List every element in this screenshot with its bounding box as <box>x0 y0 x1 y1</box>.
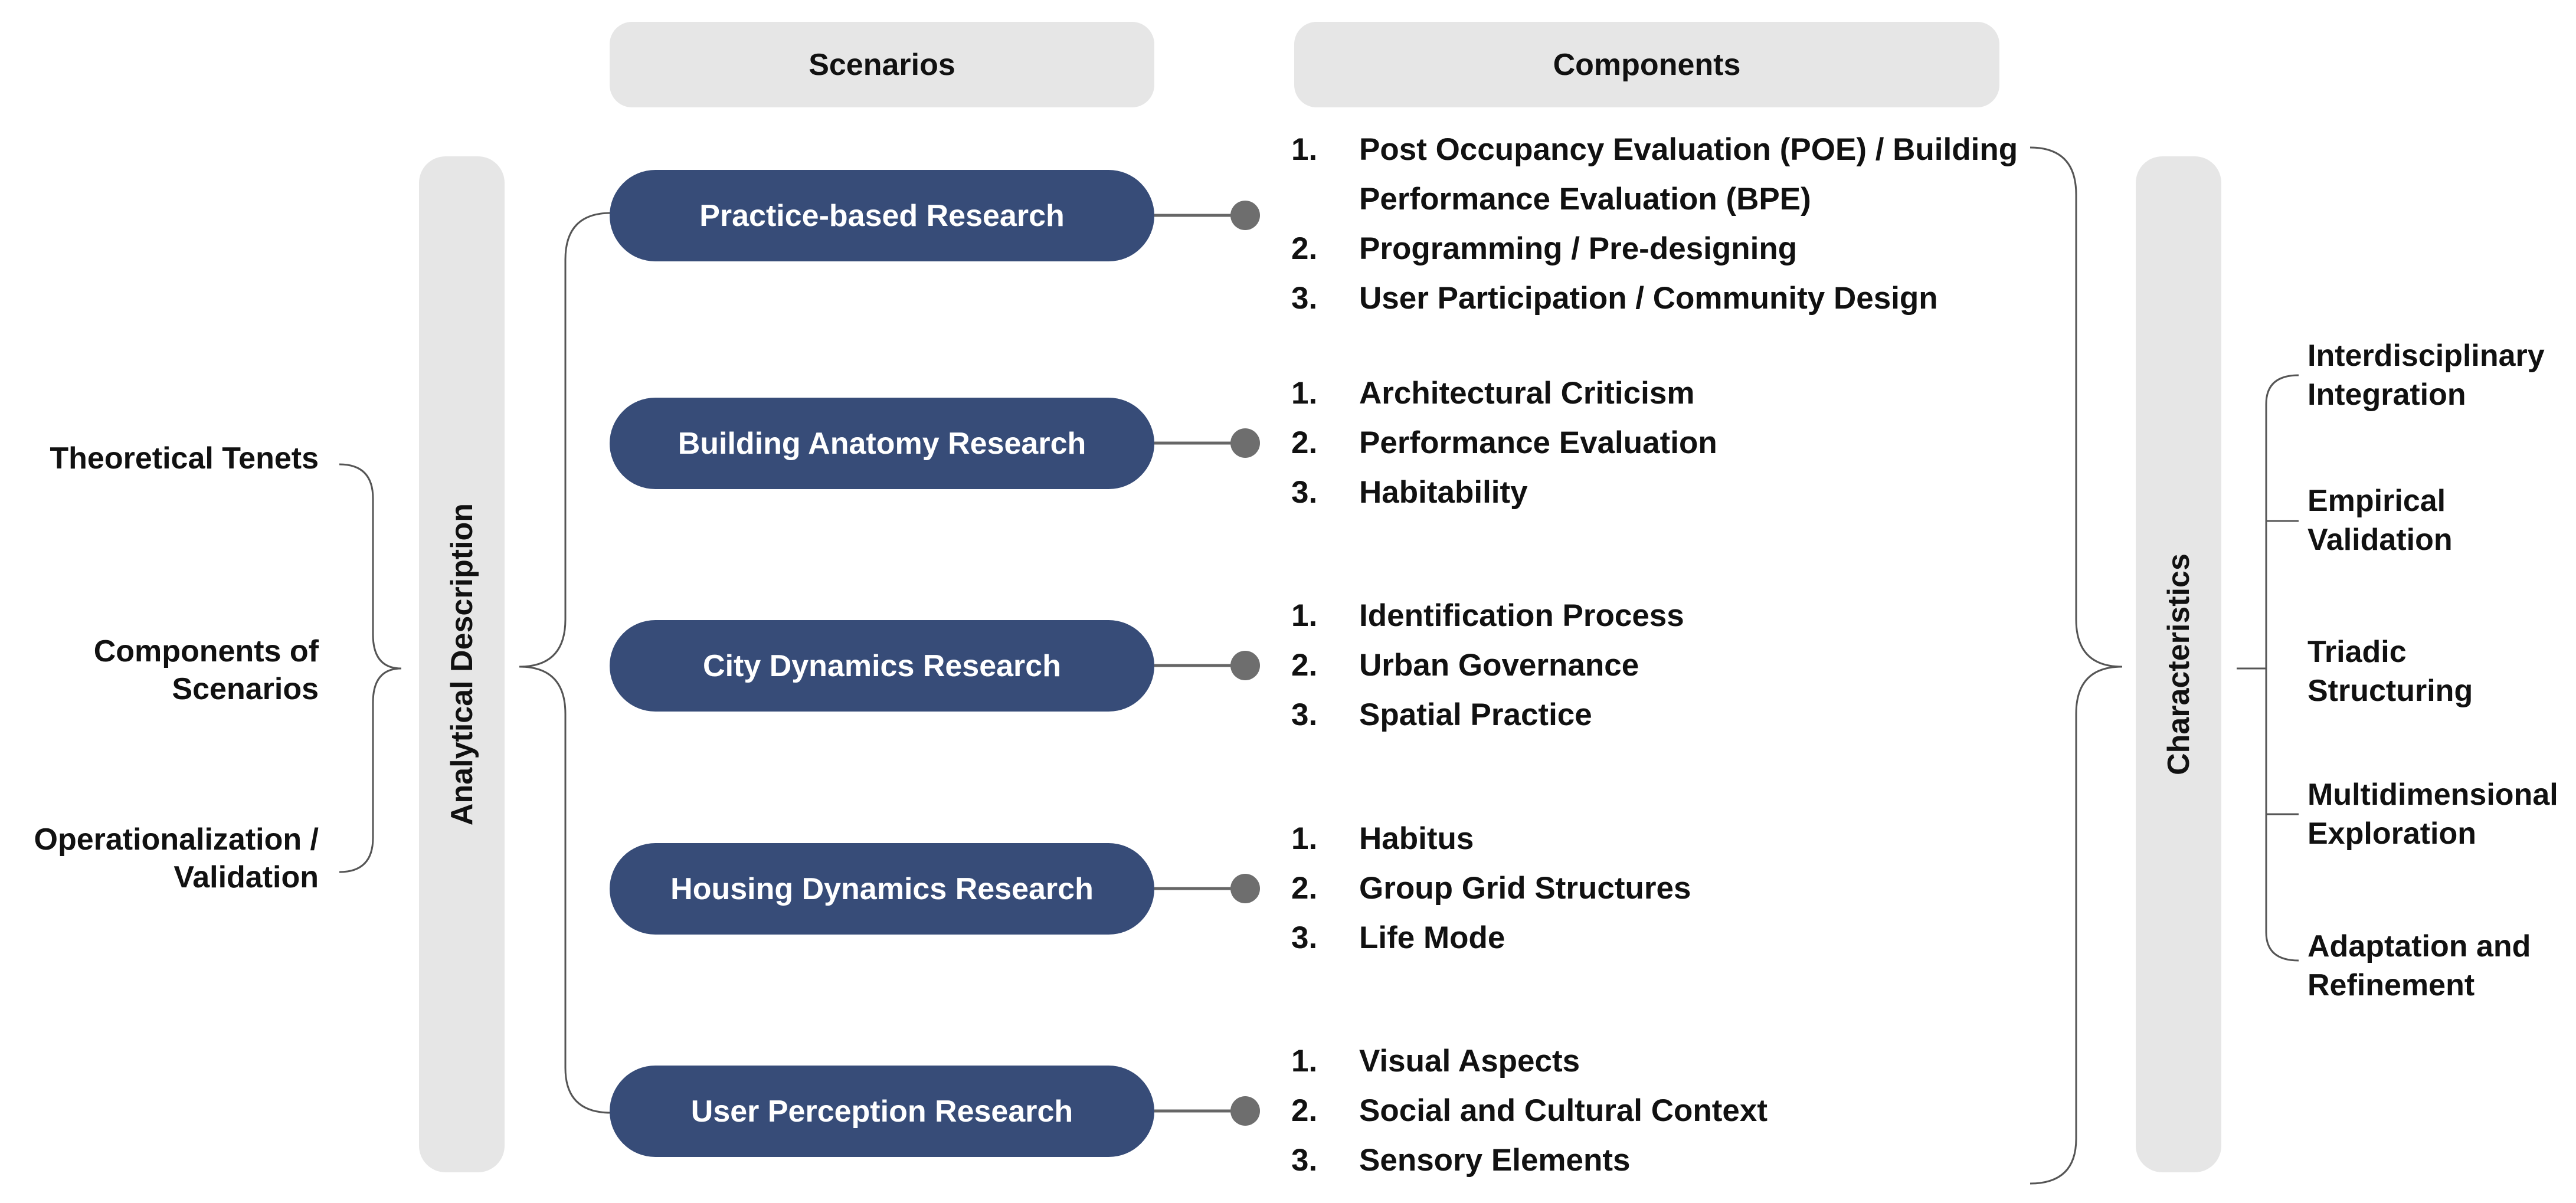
characteristics-tree <box>2237 375 2299 961</box>
component-item: 1. Visual Aspects <box>1291 1044 1580 1079</box>
characteristic-adaptation: Adaptation and Refinement <box>2307 929 2531 1002</box>
component-item: 3. Life Mode <box>1291 920 1505 955</box>
component-item: 3. Spatial Practice <box>1291 697 1592 732</box>
scenario-pill-city-dynamics: City Dynamics Research <box>610 620 1154 712</box>
scenario-pill-user-perception: User Perception Research <box>610 1066 1154 1157</box>
component-item: 1. Identification Process <box>1291 598 1684 633</box>
scenario-pill-building-anatomy: Building Anatomy Research <box>610 398 1154 489</box>
left-item-theoretical-tenets: Theoretical Tenets <box>50 441 319 476</box>
characteristic-interdisciplinary: Interdisciplinary Integration <box>2307 339 2545 412</box>
component-item: 2. Performance Evaluation <box>1291 425 1717 460</box>
components-list-building-anatomy <box>1291 369 2029 517</box>
left-item-components-of-scenarios: Components of Scenarios <box>93 634 319 706</box>
component-item: 3. Habitability <box>1291 475 1528 510</box>
scenario-pill-practice-based: Practice-based Research <box>610 170 1154 261</box>
characteristics-label: Characteristics <box>2161 553 2196 775</box>
components-header: Components <box>1294 22 1999 107</box>
component-item: 3. Sensory Elements <box>1291 1143 1631 1178</box>
pill-connectors <box>1154 201 1260 1126</box>
connector-dot-2 <box>1230 651 1260 680</box>
connector-dot-0 <box>1230 201 1260 230</box>
characteristic-empirical: Empirical Validation <box>2307 484 2453 557</box>
left-item-operationalization: Operationalization / Validation <box>34 822 319 894</box>
component-item: 1. Habitus <box>1291 821 1474 856</box>
left-items-bracket <box>339 464 401 872</box>
analytical-description-bar <box>419 156 505 1172</box>
component-item: 2. Programming / Pre-designing <box>1291 231 1798 266</box>
components-list-city-dynamics <box>1291 591 2029 740</box>
connector-dot-4 <box>1230 1096 1260 1126</box>
component-item: 2. Social and Cultural Context <box>1291 1093 1768 1128</box>
component-item: 1. Post Occupancy Evaluation (POE) / Building Performance Evaluation (BPE) <box>1291 132 2018 217</box>
components-list-housing-dynamics <box>1291 814 2029 963</box>
connector-dot-3 <box>1230 874 1260 903</box>
components-list-practice-based <box>1291 125 2029 323</box>
scenarios-header: Scenarios <box>610 22 1154 107</box>
characteristics-bar <box>2136 156 2221 1172</box>
scenario-pill-housing-dynamics: Housing Dynamics Research <box>610 843 1154 935</box>
characteristic-multidimensional: Multidimensional Exploration <box>2307 778 2558 851</box>
scenarios-bracket <box>519 213 611 1113</box>
analytical-description-label: Analytical Description <box>444 503 479 826</box>
connector-dot-1 <box>1230 428 1260 458</box>
components-list-user-perception <box>1291 1037 2029 1185</box>
characteristic-triadic: Triadic Structuring <box>2307 635 2473 708</box>
component-item: 2. Urban Governance <box>1291 648 1639 683</box>
components-bracket <box>2030 147 2122 1184</box>
component-item: 2. Group Grid Structures <box>1291 871 1691 906</box>
component-item: 1. Architectural Criticism <box>1291 376 1695 411</box>
component-item: 3. User Participation / Community Design <box>1291 281 1938 316</box>
